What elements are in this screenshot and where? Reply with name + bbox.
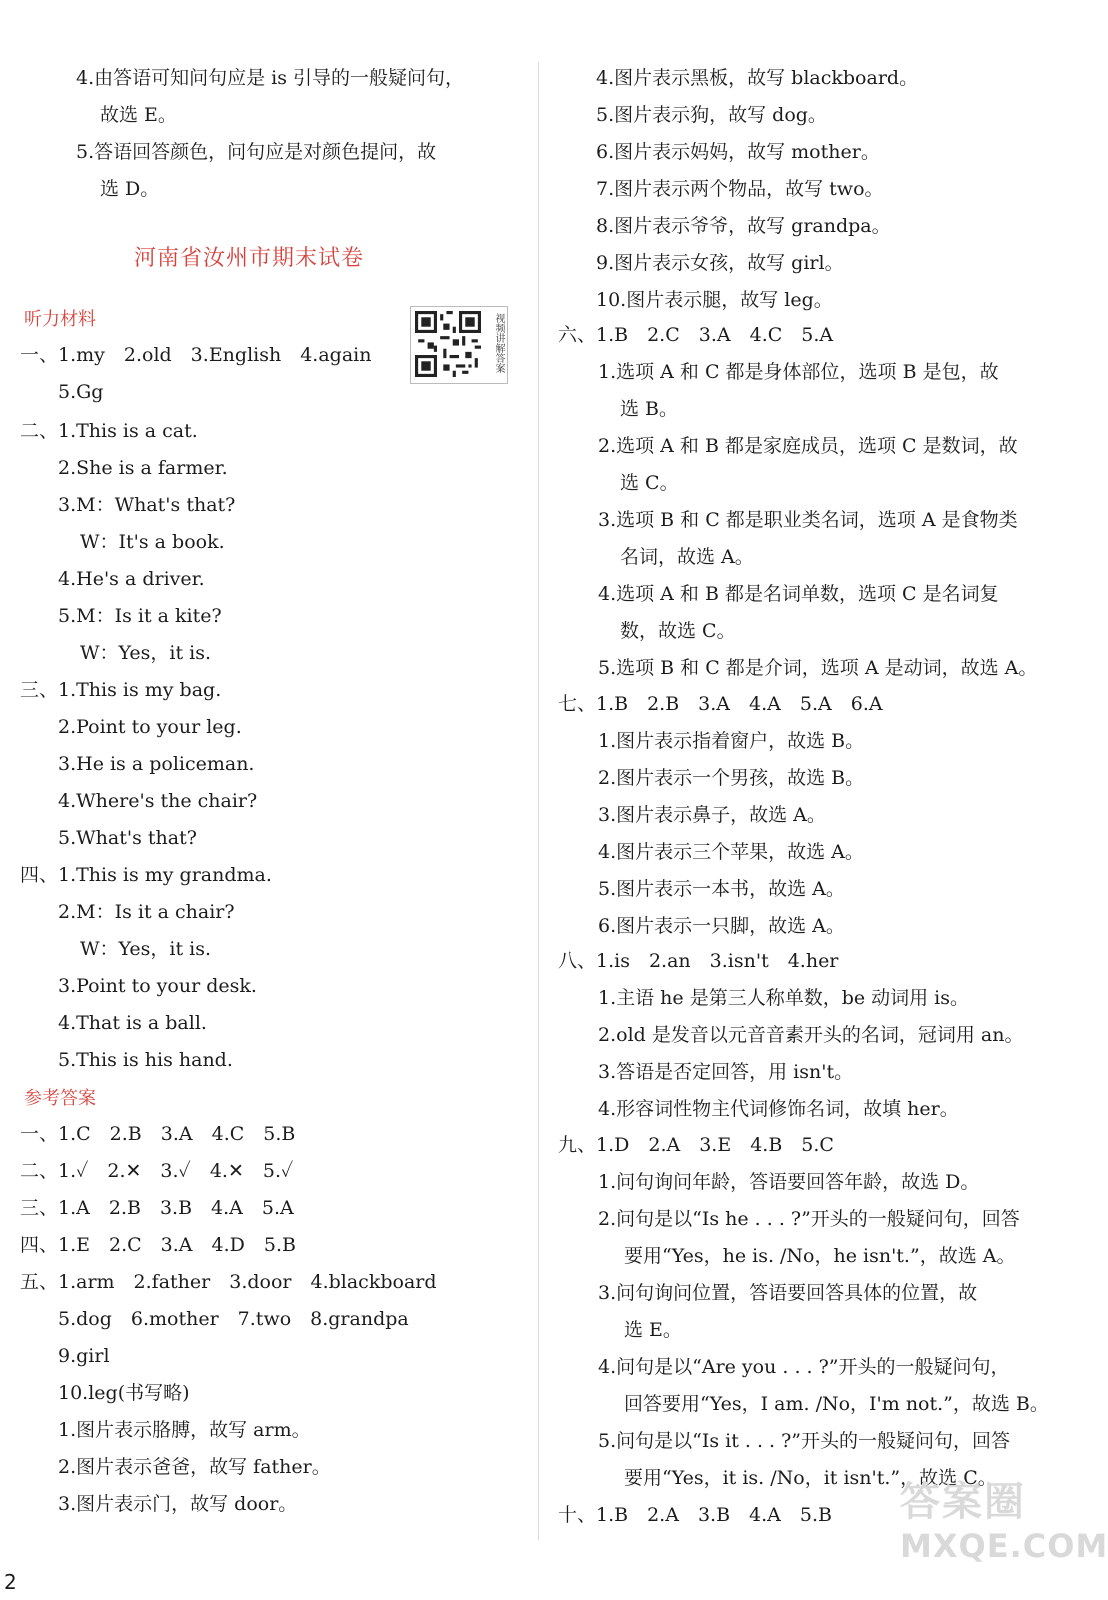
answer-line: 3.图片表示门，故写 door。: [58, 1493, 298, 1515]
listening-line: 4.Where's the chair?: [58, 790, 258, 812]
qr-caption: 视频讲解答案: [493, 313, 504, 373]
watermark: [900, 1478, 1108, 1596]
answer-line: 4.形容词性物主代词修饰名词，故填 her。: [598, 1098, 959, 1120]
intro-item: 选 D。: [100, 178, 160, 200]
answer-line: 四、1.E 2.C 3.A 4.D 5.B: [20, 1234, 296, 1256]
listening-line: W：Yes，it is.: [80, 642, 212, 664]
answer-line: 2.图片表示爸爸，故写 father。: [58, 1456, 331, 1478]
answer-line: 一、1.C 2.B 3.A 4.C 5.B: [20, 1123, 296, 1145]
listening-line: 3.Point to your desk.: [58, 975, 257, 997]
answer-line: 选 C。: [620, 472, 679, 494]
answer-line: 回答要用“Yes，I am. /No，I'm not.”，故选 B。: [624, 1393, 1049, 1415]
listening-line: 5.Gg: [58, 381, 104, 403]
answer-line: 1.图片表示指着窗户，故选 B。: [598, 730, 865, 752]
answer-line: 1.主语 he 是第三人称单数，be 动词用 is。: [598, 987, 970, 1009]
answer-line: 1.问句询问年龄，答语要回答年龄，故选 D。: [598, 1171, 980, 1193]
answer-line: 1.选项 A 和 C 都是身体部位，选项 B 是包，故: [598, 361, 999, 383]
answer-line: 10.图片表示腿，故写 leg。: [596, 289, 833, 311]
listening-line: 二、1.This is a cat.: [20, 420, 198, 442]
answer-line: 九、1.D 2.A 3.E 4.B 5.C: [558, 1134, 834, 1156]
listening-line: 一、1.my 2.old 3.English 4.again: [20, 344, 372, 366]
watermark-url: MXQE.COM: [900, 1527, 1108, 1565]
listening-line: 4.He's a driver.: [58, 568, 205, 590]
answer-line: 8.图片表示爷爷，故写 grandpa。: [596, 215, 891, 237]
answer-line: 2.old 是发音以元音音素开头的名词，冠词用 an。: [598, 1024, 1024, 1046]
listening-line: 5.This is his hand.: [58, 1049, 233, 1071]
answer-line: 七、1.B 2.B 3.A 4.A 5.A 6.A: [558, 693, 883, 715]
listening-line: 三、1.This is my bag.: [20, 679, 222, 701]
answer-line: 3.图片表示鼻子，故选 A。: [598, 804, 826, 826]
answer-line: 数，故选 C。: [620, 620, 736, 642]
column-divider: [538, 62, 539, 1540]
answer-line: 要用“Yes，it is. /No，it isn't.”，故选 C。: [624, 1467, 997, 1489]
answer-line: 5.dog 6.mother 7.two 8.grandpa: [58, 1308, 409, 1330]
listening-line: 2.M：Is it a chair?: [58, 901, 235, 923]
answer-line: 2.问句是以“Is he . . . ?”开头的一般疑问句，回答: [598, 1208, 1020, 1230]
listening-line: W：It's a book.: [80, 531, 225, 553]
listening-line: 3.M：What's that?: [58, 494, 236, 516]
answer-line: 4.图片表示三个苹果，故选 A。: [598, 841, 864, 863]
answer-line: 4.图片表示黑板，故写 blackboard。: [596, 67, 919, 89]
answer-line: 八、1.is 2.an 3.isn't 4.her: [558, 950, 839, 972]
answer-line: 选 E。: [624, 1319, 682, 1341]
answer-line: 1.图片表示胳膊，故写 arm。: [58, 1419, 311, 1441]
answer-line: 6.图片表示一只脚，故选 A。: [598, 915, 845, 937]
intro-item: 5.答语回答颜色，问句应是对颜色提问，故: [76, 141, 437, 163]
qr-code-icon: [415, 311, 481, 377]
listening-line: 4.That is a ball.: [58, 1012, 207, 1034]
answer-line: 5.图片表示狗，故写 dog。: [596, 104, 827, 126]
listening-line: 四、1.This is my grandma.: [20, 864, 272, 886]
listening-line: 3.He is a policeman.: [58, 753, 255, 775]
answer-line: 3.问句询问位置，答语要回答具体的位置，故: [598, 1282, 978, 1304]
answer-line: 要用“Yes，he is. /No，he isn't.”，故选 A。: [624, 1245, 1016, 1267]
answer-line: 5.问句是以“Is it . . . ?”开头的一般疑问句，回答: [598, 1430, 1011, 1452]
answer-line: 十、1.B 2.A 3.B 4.A 5.B: [558, 1504, 832, 1526]
qr-code[interactable]: [410, 306, 508, 384]
answer-line: 5.图片表示一本书，故选 A。: [598, 878, 845, 900]
answer-line: 10.leg(书写略): [58, 1382, 190, 1404]
answer-line: 名词，故选 A。: [620, 546, 754, 568]
answer-line: 5.选项 B 和 C 都是介词，选项 A 是动词，故选 A。: [598, 657, 1038, 679]
answer-line: 二、1.✓ 2.✕ 3.✓ 4.✕ 5.✓: [20, 1160, 294, 1182]
answer-line: 三、1.A 2.B 3.B 4.A 5.A: [20, 1197, 294, 1219]
exam-title: 河南省汝州市期末试卷: [134, 246, 365, 271]
answer-line: 2.选项 A 和 B 都是家庭成员，选项 C 是数词，故: [598, 435, 1018, 457]
answer-line: 9.girl: [58, 1345, 110, 1367]
answer-line: 六、1.B 2.C 3.A 4.C 5.A: [558, 324, 834, 346]
listening-line: 5.M：Is it a kite?: [58, 605, 222, 627]
answer-line: 4.问句是以“Are you . . . ?”开头的一般疑问句，: [598, 1356, 1010, 1378]
answer-line: 2.图片表示一个男孩，故选 B。: [598, 767, 865, 789]
answer-line: 3.答语是否定回答，用 isn't。: [598, 1061, 854, 1083]
listening-line: 5.What's that?: [58, 827, 197, 849]
answer-line: 6.图片表示妈妈，故写 mother。: [596, 141, 880, 163]
page-number: 2: [4, 1570, 17, 1594]
watermark-logo-text: 答案圈: [900, 1479, 1026, 1525]
answer-line: 4.选项 A 和 B 都是名词单数，选项 C 是名词复: [598, 583, 999, 605]
intro-item: 4.由答语可知问句应是 is 引导的一般疑问句，: [76, 67, 465, 89]
answer-line: 3.选项 B 和 C 都是职业类名词，选项 A 是食物类: [598, 509, 1018, 531]
answer-line: 选 B。: [620, 398, 679, 420]
listening-heading: 听力材料: [24, 309, 96, 330]
answer-line: 7.图片表示两个物品，故写 two。: [596, 178, 884, 200]
intro-item: 故选 E。: [100, 104, 177, 126]
answer-line: 9.图片表示女孩，故写 girl。: [596, 252, 844, 274]
answers-heading: 参考答案: [24, 1088, 96, 1109]
listening-line: 2.Point to your leg.: [58, 716, 242, 738]
listening-line: 2.She is a farmer.: [58, 457, 228, 479]
listening-line: W：Yes，it is.: [80, 938, 212, 960]
answer-line: 五、1.arm 2.father 3.door 4.blackboard: [20, 1271, 437, 1293]
